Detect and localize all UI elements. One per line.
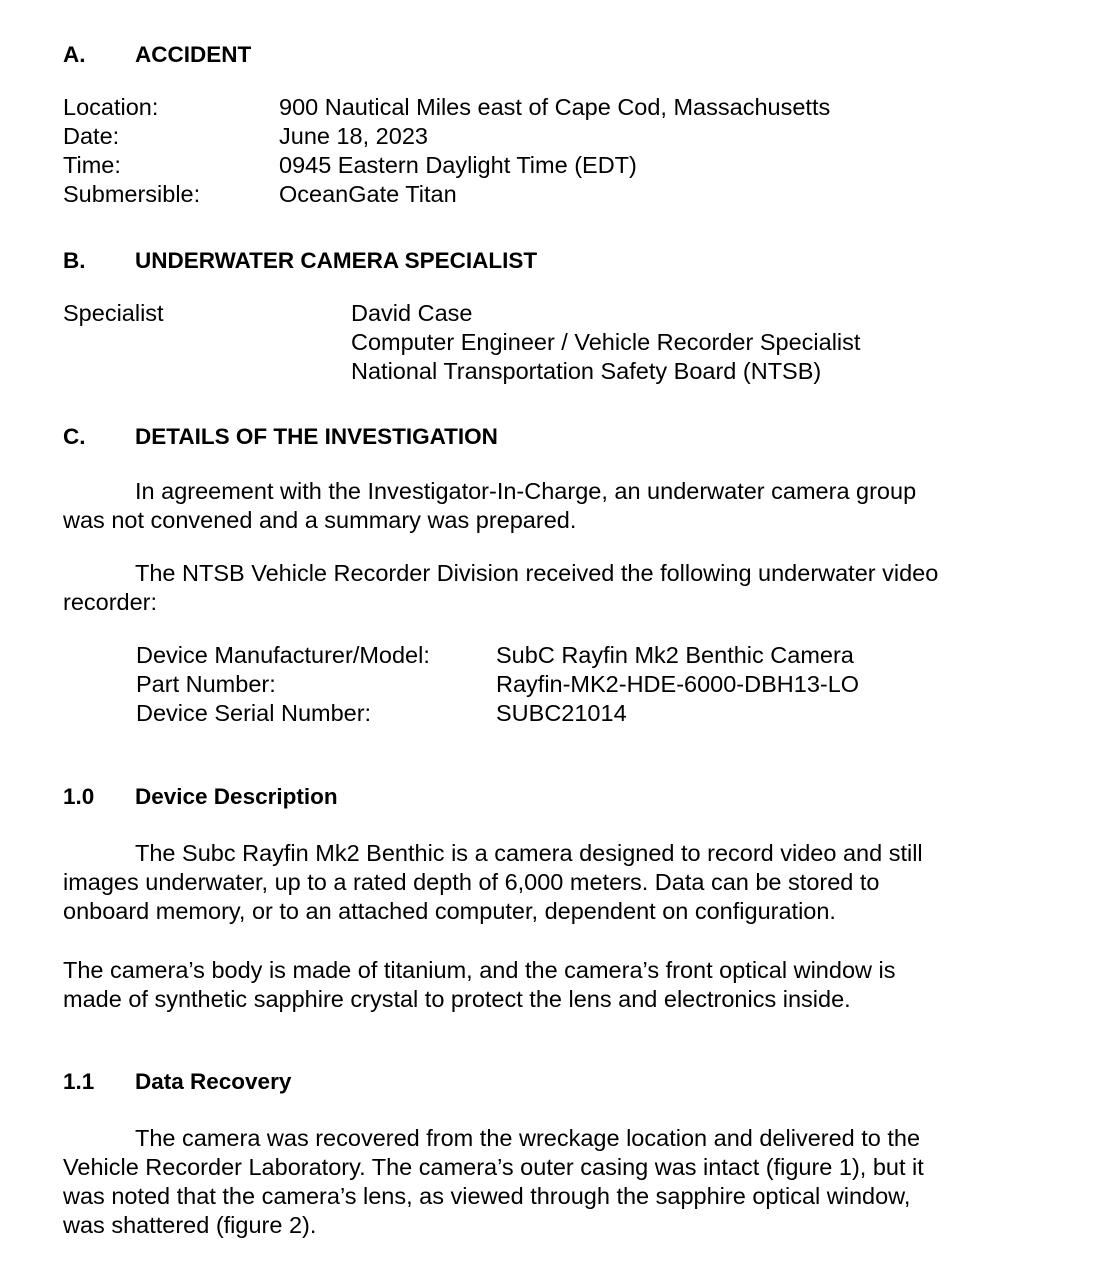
- paragraph-line: was not convened and a summary was prepared.: [63, 507, 577, 533]
- section-c-number: C.: [63, 424, 86, 449]
- paragraph-line: onboard memory, or to an attached computer, dependent on configuration.: [63, 898, 836, 924]
- section-c-title: DETAILS OF THE INVESTIGATION: [135, 424, 498, 449]
- location-label: Location:: [63, 94, 159, 120]
- location-value: 900 Nautical Miles east of Cape Cod, Massachusetts: [279, 94, 831, 120]
- section-a-number: A.: [63, 42, 86, 67]
- paragraph-line: The camera was recovered from the wreckage location and delivered to the: [135, 1125, 921, 1151]
- specialist-title: Computer Engineer / Vehicle Recorder Specialist: [351, 329, 861, 355]
- paragraph-line: Vehicle Recorder Laboratory. The camera’s outer casing was intact (figure 1), but it: [63, 1154, 924, 1180]
- paragraph-line: was shattered (figure 2).: [63, 1212, 317, 1238]
- submersible-label: Submersible:: [63, 181, 201, 207]
- device-model-label: Device Manufacturer/Model:: [136, 642, 430, 668]
- submersible-value: OceanGate Titan: [279, 181, 457, 207]
- part-number-label: Part Number:: [136, 671, 276, 697]
- section-b-title: UNDERWATER CAMERA SPECIALIST: [135, 248, 538, 273]
- specialist-organization: National Transportation Safety Board (NTSB): [351, 358, 822, 384]
- paragraph-line: recorder:: [63, 589, 158, 615]
- device-model-value: SubC Rayfin Mk2 Benthic Camera: [496, 642, 854, 668]
- specialist-name: David Case: [351, 300, 473, 326]
- paragraph-line: made of synthetic sapphire crystal to protect the lens and electronics inside.: [63, 986, 851, 1012]
- paragraph-line: The Subc Rayfin Mk2 Benthic is a camera designed to record video and still: [135, 840, 923, 866]
- paragraph-line: The NTSB Vehicle Recorder Division received the following underwater video: [135, 560, 939, 586]
- paragraph-line: was noted that the camera’s lens, as viewed through the sapphire optical window,: [63, 1183, 911, 1209]
- section-1-0-title: Device Description: [135, 784, 338, 809]
- specialist-label: Specialist: [63, 300, 164, 326]
- date-value: June 18, 2023: [279, 123, 428, 149]
- paragraph-line: images underwater, up to a rated depth of 6,000 meters. Data can be stored to: [63, 869, 880, 895]
- time-label: Time:: [63, 152, 121, 178]
- serial-number-value: SUBC21014: [496, 700, 627, 726]
- section-a-title: ACCIDENT: [135, 42, 252, 67]
- paragraph-line: The camera’s body is made of titanium, and the camera’s front optical window is: [63, 957, 896, 983]
- serial-number-label: Device Serial Number:: [136, 700, 372, 726]
- section-b-number: B.: [63, 248, 86, 273]
- time-value: 0945 Eastern Daylight Time (EDT): [279, 152, 637, 178]
- section-1-0-number: 1.0: [63, 784, 95, 809]
- section-1-1-title: Data Recovery: [135, 1069, 292, 1094]
- paragraph-line: In agreement with the Investigator-In-Charge, an underwater camera group: [135, 478, 917, 504]
- date-label: Date:: [63, 123, 120, 149]
- section-1-1-number: 1.1: [63, 1069, 95, 1094]
- part-number-value: Rayfin-MK2-HDE-6000-DBH13-LO: [496, 671, 860, 697]
